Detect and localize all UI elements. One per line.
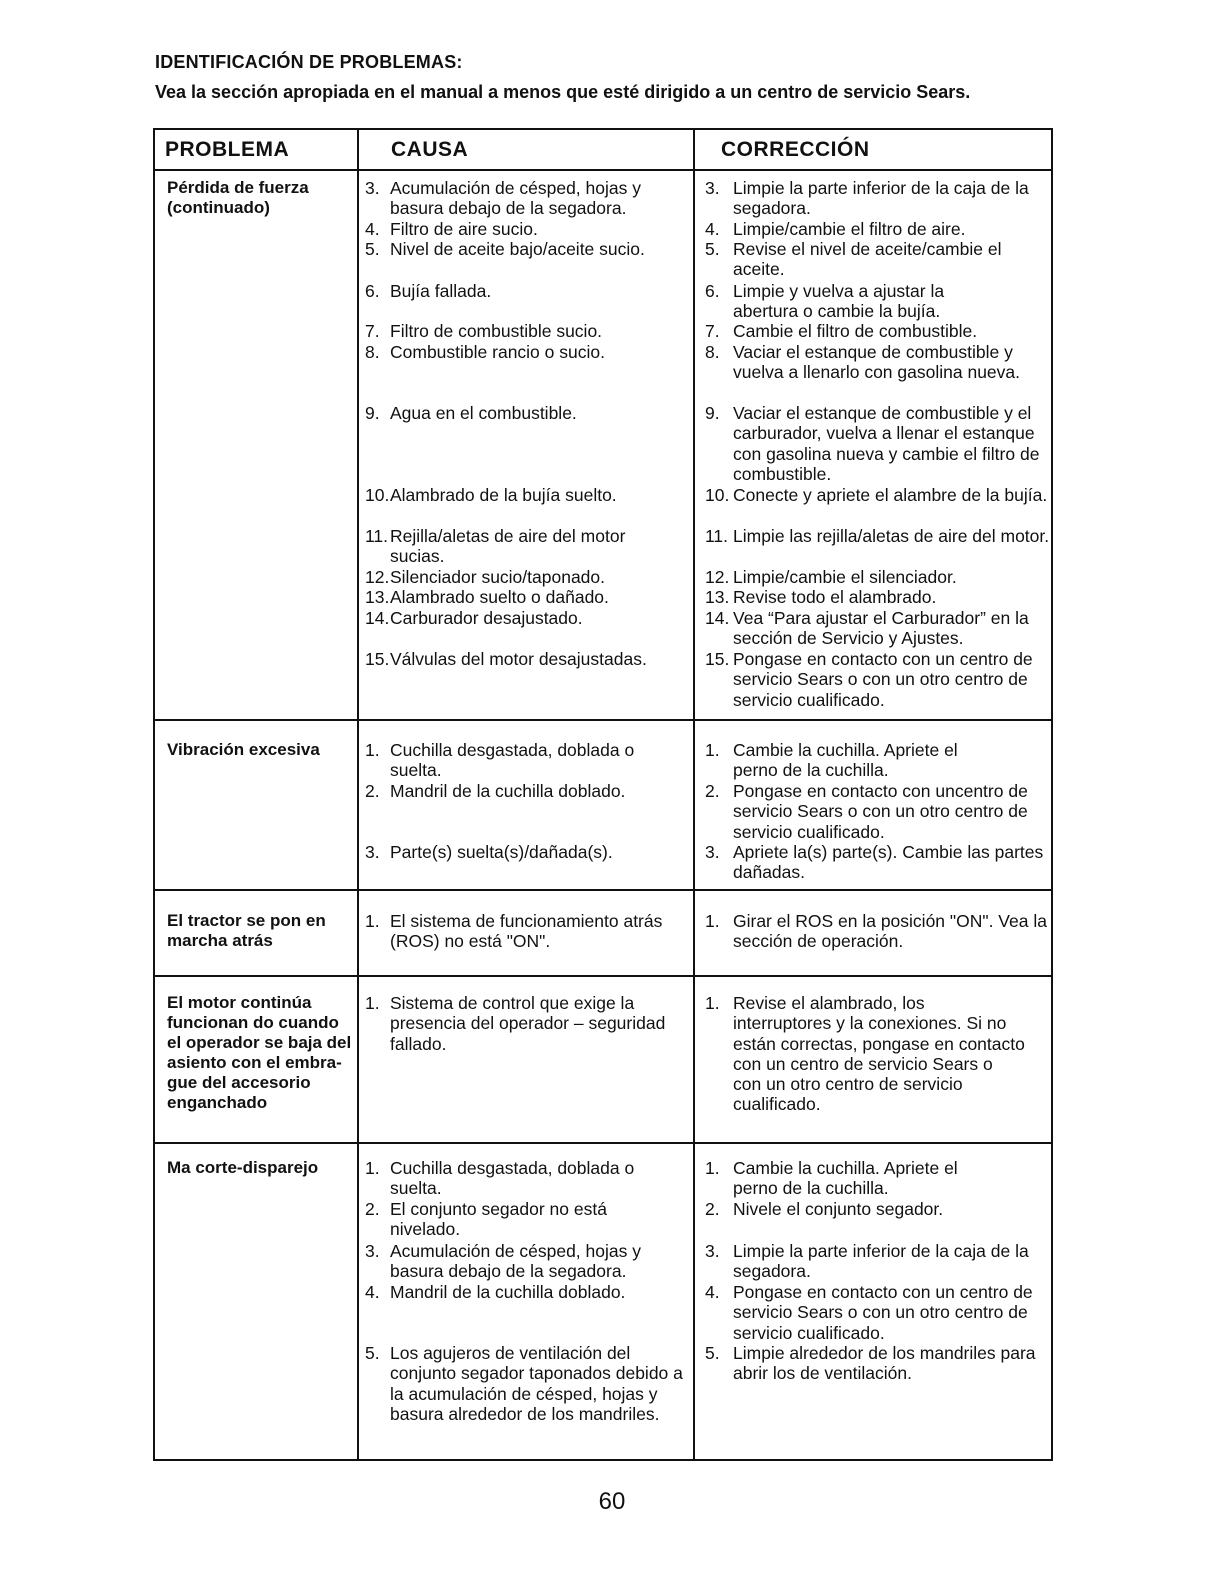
list-item: 11. Rejilla/aletas de aire del motor sucias.	[365, 526, 626, 567]
list-item: 3. Parte(s) suelta(s)/dañada(s).	[365, 842, 613, 862]
list-item: 3. Acumulación de césped, hojas y basura debajo de la segadora.	[365, 1241, 641, 1282]
list-item: 5. Revise el nivel de aceite/cambie el aceite.	[705, 239, 1002, 280]
list-item: 11. Limpie las rejilla/aletas de aire del motor.	[705, 526, 1050, 546]
problem-cell: El motor continúa funcionan do cuando el operador se baja del asiento con el embra-gue del accesorio enganchado	[167, 993, 352, 1112]
column-divider	[357, 130, 359, 1459]
list-item: 4. Filtro de aire sucio.	[365, 219, 538, 239]
list-item: 12. Silenciador sucio/taponado.	[365, 567, 606, 587]
list-item: 8. Combustible rancio o sucio.	[365, 342, 605, 362]
list-item: 5. Limpie alrededor de los mandriles para abrir los de ventilación.	[705, 1343, 1036, 1384]
list-item: 14. Carburador desajustado.	[365, 608, 583, 628]
list-item: 2. Nivele el conjunto segador.	[705, 1199, 944, 1219]
header-divider	[155, 169, 1051, 171]
list-item: 14. Vea “Para ajustar el Carburador” en la sección de Servicio y Ajustes.	[705, 608, 1029, 649]
list-item: 5. Nivel de aceite bajo/aceite sucio.	[365, 239, 645, 259]
list-item: 3. Acumulación de césped, hojas y basura debajo de la segadora.	[365, 178, 641, 219]
list-item: 13. Revise todo el alambrado.	[705, 587, 937, 607]
header-problem: PROBLEMA	[165, 138, 290, 161]
problem-cell: Ma corte-disparejo	[167, 1158, 319, 1177]
list-item: 4. Limpie/cambie el filtro de aire.	[705, 219, 966, 239]
list-item: 6. Limpie y vuelva a ajustar la abertura o cambie la bujía.	[705, 281, 945, 322]
list-item: 3. Limpie la parte inferior de la caja de la segadora.	[705, 1241, 1029, 1282]
problem-cell: El tractor se pon en marcha atrás	[167, 911, 326, 950]
list-item: 15. Pongase en contacto con un centro de servicio Sears o con un otro centro de servicio cualificado.	[705, 649, 1033, 710]
row-divider	[155, 975, 1051, 977]
list-item: 3. Apriete la(s) parte(s). Cambie las partes dañadas.	[705, 842, 1044, 883]
list-item: 6. Bujía fallada.	[365, 281, 492, 301]
list-item: 10. Conecte y apriete el alambre de la bujía.	[705, 485, 1048, 505]
list-item: 7. Cambie el filtro de combustible.	[705, 321, 978, 341]
row-divider	[155, 889, 1051, 891]
list-item: 5. Los agujeros de ventilación del conjunto segador taponados debido a la acumulación de césped, hojas y basura alrededor de los mandriles.	[365, 1343, 683, 1424]
row-divider	[155, 1142, 1051, 1144]
header-correction: CORRECCIÓN	[721, 138, 870, 161]
page-subtitle: Vea la sección apropiada en el manual a menos que esté dirigido a un centro de servicio Sears.	[155, 82, 971, 102]
list-item: 2. Mandril de la cuchilla doblado.	[365, 781, 626, 801]
page-number: 60	[598, 1488, 626, 1515]
list-item: 1. Cambie la cuchilla. Apriete el perno de la cuchilla.	[705, 740, 958, 781]
list-item: 1. Sistema de control que exige la presencia del operador – seguridad fallado.	[365, 993, 666, 1054]
page-title: IDENTIFICACIÓN DE PROBLEMAS:	[155, 52, 463, 72]
list-item: 9. Vaciar el estanque de combustible y el carburador, vuelva a llenar el estanque con gasolina nueva y cambie el filtro de combustible.	[705, 403, 1040, 484]
header-cause: CAUSA	[391, 138, 469, 161]
list-item: 4. Mandril de la cuchilla doblado.	[365, 1282, 626, 1302]
problem-cell: Vibración excesiva	[167, 740, 320, 759]
column-divider	[693, 130, 695, 1459]
list-item: 10. Alambrado de la bujía suelto.	[365, 485, 617, 505]
list-item: 13. Alambrado suelto o dañado.	[365, 587, 609, 607]
list-item: 1. Cuchilla desgastada, doblada o suelta.	[365, 740, 635, 781]
list-item: 1. Cuchilla desgastada, doblada o suelta.	[365, 1158, 635, 1199]
list-item: 3. Limpie la parte inferior de la caja de la segadora.	[705, 178, 1029, 219]
list-item: 2. Pongase en contacto con uncentro de servicio Sears o con un otro centro de servicio cualificado.	[705, 781, 1028, 842]
list-item: 15. Válvulas del motor desajustadas.	[365, 649, 647, 669]
list-item: 9. Agua en el combustible.	[365, 403, 577, 423]
list-item: 2. El conjunto segador no está nivelado.	[365, 1199, 607, 1240]
list-item: 1. Cambie la cuchilla. Apriete el perno de la cuchilla.	[705, 1158, 958, 1199]
row-divider	[155, 719, 1051, 721]
problem-cell: Pérdida de fuerza (continuado)	[167, 178, 309, 217]
list-item: 7. Filtro de combustible sucio.	[365, 321, 603, 341]
list-item: 8. Vaciar el estanque de combustible y vuelva a llenarlo con gasolina nueva.	[705, 342, 1020, 383]
list-item: 4. Pongase en contacto con un centro de servicio Sears o con un otro centro de servicio cualificado.	[705, 1282, 1033, 1343]
list-item: 1. Girar el ROS en la posición "ON". Vea la sección de operación.	[705, 911, 1047, 952]
list-item: 12. Limpie/cambie el silenciador.	[705, 567, 957, 587]
list-item: 1. El sistema de funcionamiento atrás (ROS) no está "ON".	[365, 911, 663, 952]
list-item: 1. Revise el alambrado, los interruptores y la conexiones. Si no están correctas, pongase en contacto con un centro de servicio Sears o con un otro centro de servicio cualificado.	[705, 993, 1025, 1115]
troubleshooting-table	[153, 128, 1053, 1461]
